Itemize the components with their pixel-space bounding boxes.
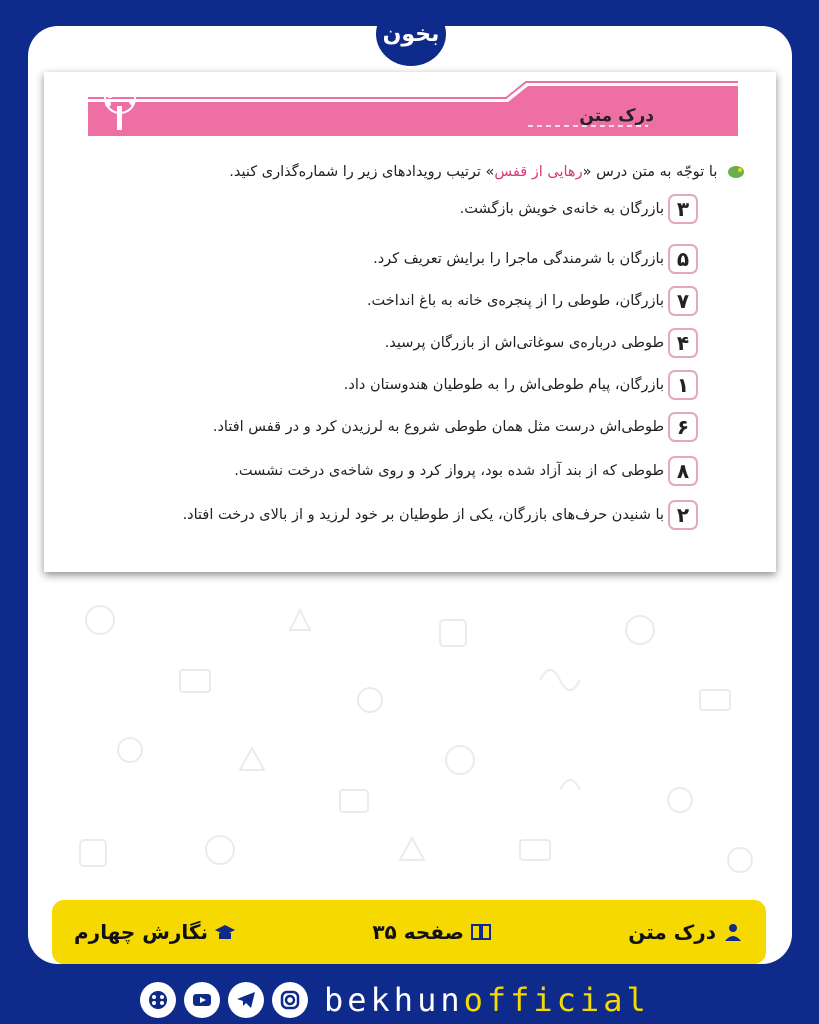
- event-text: طوطی که از بند آزاد شده بود، پرواز کرد و روی شاخه‌ی درخت نشست.: [234, 463, 664, 479]
- list-item: [213, 412, 698, 442]
- footer-book: [74, 920, 236, 944]
- instruction-text: [86, 164, 746, 180]
- footer-lesson-text: درک متن: [628, 920, 716, 944]
- brand-part1: bekhun: [324, 981, 464, 1019]
- section-title: درک متن: [579, 106, 654, 126]
- brand-logo: [376, 2, 446, 66]
- telegram-icon: [235, 989, 257, 1011]
- instagram-icon: [279, 989, 301, 1011]
- instruction-after: » ترتیب رویدادهای زیر را شماره‌گذاری کنید.: [229, 164, 495, 180]
- logo-text: بخون: [382, 21, 440, 47]
- list-item: [234, 456, 698, 486]
- list-item: [183, 500, 698, 530]
- instruction-before: با توجّه به متن درس «: [582, 164, 718, 180]
- order-number: ۲: [668, 500, 698, 530]
- list-item: [344, 370, 698, 400]
- order-number: ۵: [668, 244, 698, 274]
- leaf-icon: [726, 164, 746, 180]
- event-text: بازرگان به خانه‌ی خویش بازگشت.: [459, 201, 664, 217]
- order-number: ۶: [668, 412, 698, 442]
- event-text: طوطی درباره‌ی سوغاتی‌اش از بازرگان پرسید.: [384, 335, 664, 351]
- background-pattern: [40, 590, 780, 890]
- list-item: [367, 286, 698, 316]
- aparat-icon: [147, 989, 169, 1011]
- order-number: ۱: [668, 370, 698, 400]
- footer-lesson: [628, 920, 744, 944]
- order-number: ۸: [668, 456, 698, 486]
- brand-handle: [324, 981, 650, 1019]
- graduation-cap-icon: [214, 922, 236, 942]
- section-header: [88, 80, 738, 140]
- list-item: [460, 194, 698, 224]
- telegram-button[interactable]: [228, 982, 264, 1018]
- instagram-button[interactable]: [272, 982, 308, 1018]
- order-number: ۷: [668, 286, 698, 316]
- tree-icon: [88, 80, 152, 132]
- brand-part2: official: [463, 981, 650, 1019]
- worksheet: [44, 72, 776, 572]
- event-text: بازرگان، طوطی را از پنجره‌ی خانه به باغ انداخت.: [366, 293, 664, 309]
- order-number: ۴: [668, 328, 698, 358]
- student-icon: [722, 922, 744, 942]
- event-text: بازرگان، پیام طوطی‌اش را به طوطیان هندوستان داد.: [343, 377, 664, 393]
- footer-book-text: نگارش چهارم: [74, 920, 209, 944]
- footer-page-text: صفحه ۳۵: [372, 920, 464, 944]
- lesson-name: رهایی از قفس: [494, 164, 583, 180]
- list-item: [373, 244, 698, 274]
- book-icon: [470, 922, 492, 942]
- social-bar: [140, 978, 680, 1022]
- list-item: [385, 328, 698, 358]
- youtube-button[interactable]: [184, 982, 220, 1018]
- event-text: بازرگان با شرمندگی ماجرا را برایش تعریف کرد.: [373, 251, 664, 267]
- footer-page: [372, 920, 492, 944]
- footer-bar: [52, 900, 766, 964]
- aparat-button[interactable]: [140, 982, 176, 1018]
- event-text: طوطی‌اش درست مثل همان طوطی شروع به لرزیدن کرد و در قفس افتاد.: [212, 419, 664, 435]
- event-text: با شنیدن حرف‌های بازرگان، یکی از طوطیان بر خود لرزید و از بالای درخت افتاد.: [182, 507, 664, 523]
- order-number: ۳: [668, 194, 698, 224]
- youtube-icon: [191, 989, 213, 1011]
